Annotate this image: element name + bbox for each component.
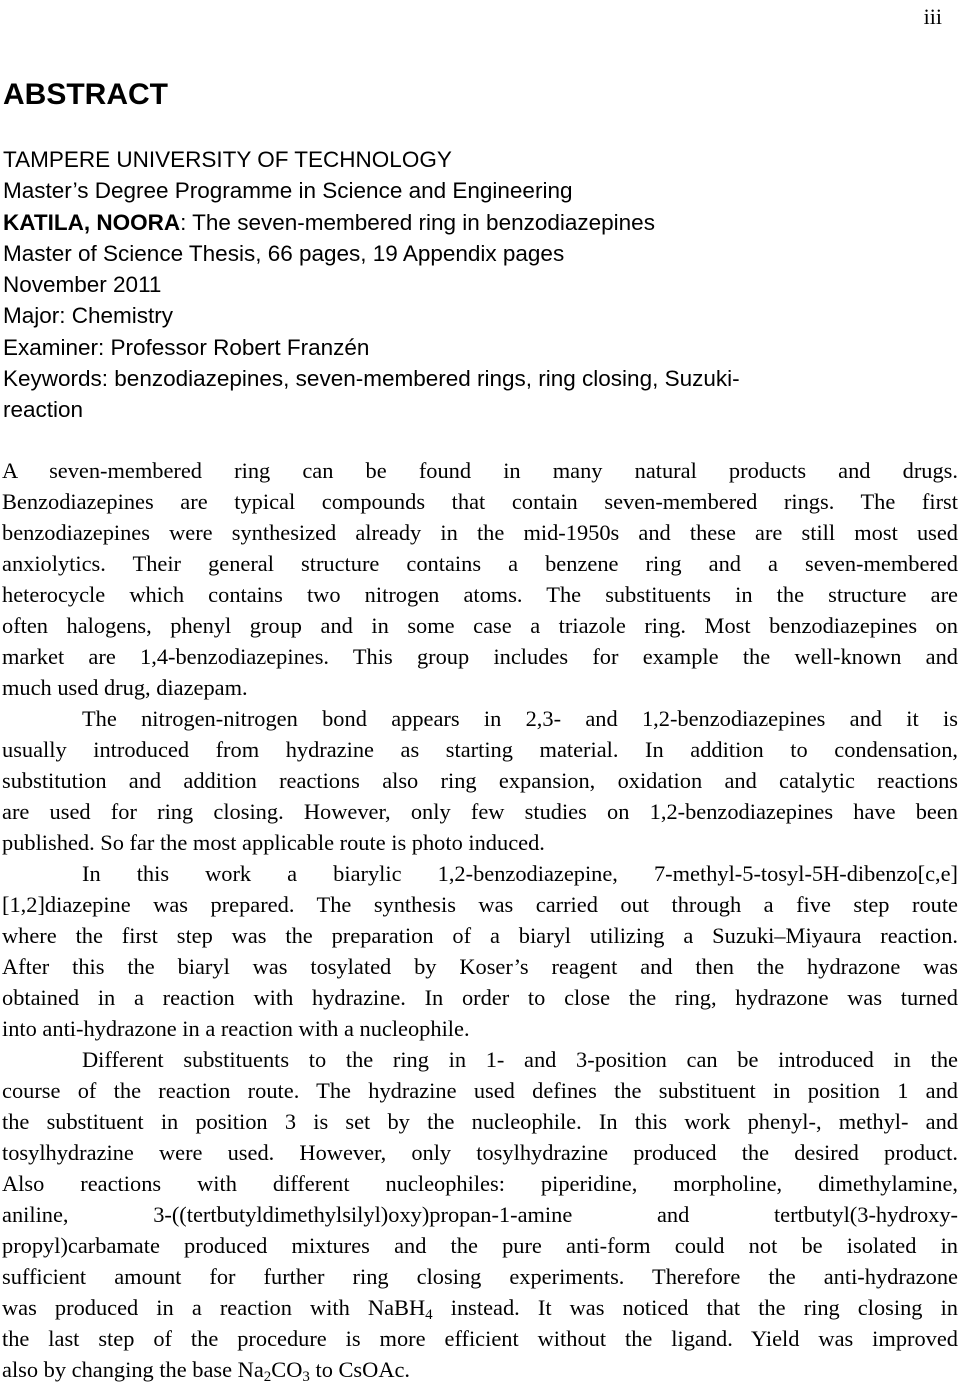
body-line: the substituent in position 3 is set by the nucleophile. In this work phenyl-, methyl- and (2, 1109, 958, 1135)
body-line: much used drug, diazepam. (2, 675, 248, 701)
subscript: 4 (425, 1307, 433, 1324)
body-line: the last step of the procedure is more efficient without the ligand. Yield was improved (2, 1326, 958, 1352)
line-text: instead. It was noticed that the ring closing in (432, 1295, 958, 1321)
degree-programme: Master’s Degree Programme in Science and Engineering (3, 178, 573, 204)
body-line: In this work a biarylic 1,2-benzodiazepine, 7-methyl-5-tosyl-5H-dibenzo[c,e] (82, 861, 958, 887)
body-line: Different substituents to the ring in 1- and 3-position can be introduced in the (82, 1047, 958, 1073)
line-text: also by changing the base Na (2, 1357, 264, 1383)
body-line: often halogens, phenyl group and in some case a triazole ring. Most benzodiazepines on (2, 613, 958, 639)
abstract-body (2, 455, 958, 1385)
author-and-title (3, 207, 953, 238)
subscript: 2 (263, 1369, 272, 1386)
thesis-metadata (3, 144, 953, 426)
line-text: to CsOAc. (309, 1357, 411, 1383)
body-line: market are 1,4-benzodiazepines. This group includes for example the well-known and (2, 644, 958, 670)
line-text: CO (271, 1357, 303, 1383)
body-line: [1,2]diazepine was prepared. The synthesis was carried out through a five step route (2, 892, 958, 918)
body-line: tosylhydrazine were used. However, only tosylhydrazine produced the desired product. (2, 1140, 958, 1166)
body-line: published. So far the most applicable route is photo induced. (2, 830, 545, 856)
page-number: iii (923, 4, 942, 29)
body-line: are used for ring closing. However, only few studies on 1,2-benzodiazepines have been (2, 799, 958, 825)
body-line: course of the reaction route. The hydrazine used defines the substituent in position 1 and (2, 1078, 958, 1104)
body-line: sufficient amount for further ring closing experiments. Therefore the anti-hydrazone (2, 1264, 958, 1290)
abstract-heading: ABSTRACT (3, 78, 168, 111)
thesis-examiner: Examiner: Professor Robert Franzén (3, 334, 370, 360)
body-line-nabh4 (2, 1292, 958, 1323)
author-name: KATILA, NOORA (3, 209, 181, 235)
body-line: A seven-membered ring can be found in many natural products and drugs. (2, 458, 958, 483)
body-line-last (2, 1354, 958, 1385)
thesis-major: Major: Chemistry (3, 303, 174, 329)
body-line: usually introduced from hydrazine as starting material. In addition to condensation, (2, 737, 958, 763)
body-line: Benzodiazepines are typical compounds that contain seven-membered rings. The first (2, 489, 958, 515)
thesis-info: Master of Science Thesis, 66 pages, 19 Appendix pages (3, 240, 565, 266)
thesis-date: November 2011 (3, 272, 162, 298)
thesis-title: : The seven-membered ring in benzodiazepines (180, 209, 655, 235)
thesis-keywords-continued: reaction (3, 397, 84, 423)
body-line: substitution and addition reactions also ring expansion, oxidation and catalytic reactions (2, 768, 958, 794)
body-line: where the first step was the preparation of a biaryl utilizing a Suzuki–Miyaura reaction. (2, 923, 958, 949)
body-line: heterocycle which contains two nitrogen atoms. The substituents in the structure are (2, 582, 958, 608)
university-name: TAMPERE UNIVERSITY OF TECHNOLOGY (3, 147, 452, 172)
thesis-keywords: Keywords: benzodiazepines, seven-membered rings, ring closing, Suzuki- (3, 366, 740, 392)
body-line: After this the biaryl was tosylated by Koser’s reagent and then the hydrazone was (2, 954, 958, 980)
body-line: benzodiazepines were synthesized already in the mid-1950s and these are still most used (2, 520, 958, 546)
body-line: obtained in a reaction with hydrazine. In order to close the ring, hydrazone was turned (2, 985, 958, 1011)
body-line: into anti-hydrazone in a reaction with a nucleophile. (2, 1016, 470, 1042)
body-line: The nitrogen-nitrogen bond appears in 2,3- and 1,2-benzodiazepines and it is (82, 706, 958, 732)
body-line: propyl)carbamate produced mixtures and the pure anti-form could not be isolated in (2, 1233, 958, 1259)
body-line: anxiolytics. Their general structure contains a benzene ring and a seven-membered (2, 551, 958, 577)
body-line: Also reactions with different nucleophiles: piperidine, morpholine, dimethylamine, (2, 1171, 958, 1197)
body-line: aniline, 3-((tertbutyldimethylsilyl)oxy)propan-1-amine and tertbutyl(3-hydroxy- (2, 1202, 958, 1228)
subscript: 3 (302, 1369, 310, 1386)
line-text: was produced in a reaction with NaBH (2, 1295, 426, 1321)
